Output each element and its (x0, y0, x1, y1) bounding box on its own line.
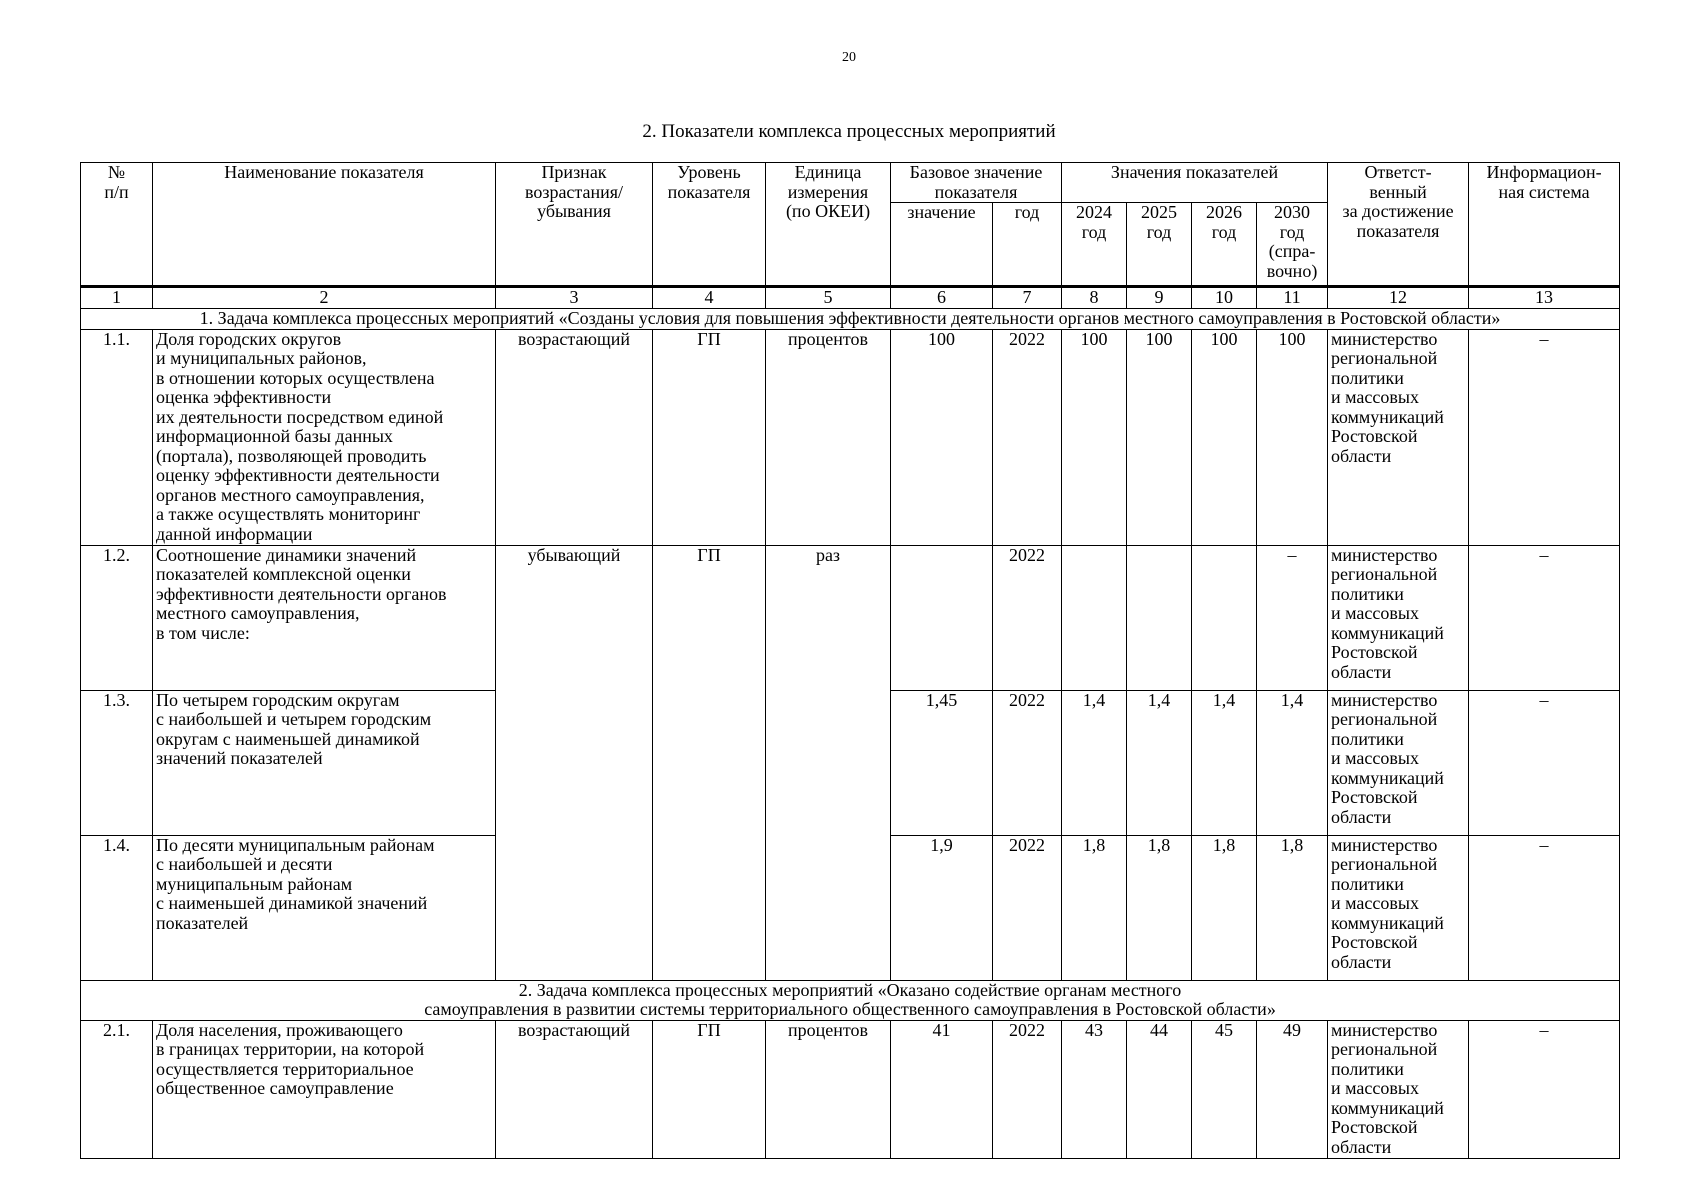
responsible: министерство региональной политики и массовых коммуникаций Ростовской области (1328, 329, 1469, 545)
task-row (81, 309, 1620, 330)
column-number: 7 (993, 287, 1062, 309)
value-2026: 45 (1192, 1020, 1257, 1158)
indicator-name: Доля населения, проживающего в границах территории, на которой осуществляется территориальное общественное самоуправление (153, 1020, 496, 1158)
base-value: 100 (891, 329, 993, 545)
indicator-level: ГП (653, 1020, 766, 1158)
base-value (891, 545, 993, 690)
task-2-title: 2. Задача комплекса процессных мероприятий «Оказано содействие органам местного самоуправления в развитии системы территориального общественного самоуправления в Ростовской области» (81, 980, 1620, 1020)
header-name: Наименование показателя (153, 163, 496, 287)
column-number: 2 (153, 287, 496, 309)
value-2025 (1127, 545, 1192, 690)
column-number: 1 (81, 287, 153, 309)
header-responsible: Ответст- венный за достижение показателя (1328, 163, 1469, 287)
base-value: 1,45 (891, 690, 993, 835)
responsible: министерство региональной политики и массовых коммуникаций Ростовской области (1328, 1020, 1469, 1158)
header-base-year: год (993, 203, 1062, 287)
value-2030: 49 (1257, 1020, 1328, 1158)
indicator-sign: возрастающий (496, 329, 653, 545)
column-number: 13 (1469, 287, 1620, 309)
responsible: министерство региональной политики и массовых коммуникаций Ростовской области (1328, 835, 1469, 980)
column-number: 12 (1328, 287, 1469, 309)
header-infosystem: Информацион- ная система (1469, 163, 1620, 287)
column-number: 8 (1062, 287, 1127, 309)
infosystem: – (1469, 835, 1620, 980)
header-values: Значения показателей (1062, 163, 1328, 203)
infosystem: – (1469, 1020, 1620, 1158)
table-row (81, 1020, 1620, 1158)
indicator-name: По десяти муниципальным районам с наибольшей и десяти муниципальным районам с наименьшей динамикой значений показателей (153, 835, 496, 980)
value-2030: 100 (1257, 329, 1328, 545)
value-2025: 100 (1127, 329, 1192, 545)
column-number: 11 (1257, 287, 1328, 309)
indicator-unit: раз (766, 545, 891, 980)
header-2025: 2025 год (1127, 203, 1192, 287)
value-2026: 1,8 (1192, 835, 1257, 980)
value-2024: 100 (1062, 329, 1127, 545)
infosystem: – (1469, 690, 1620, 835)
column-number: 6 (891, 287, 993, 309)
header-row-1 (81, 163, 1620, 203)
value-2026: 100 (1192, 329, 1257, 545)
base-year: 2022 (993, 1020, 1062, 1158)
base-year: 2022 (993, 329, 1062, 545)
column-number: 10 (1192, 287, 1257, 309)
column-number: 5 (766, 287, 891, 309)
base-year: 2022 (993, 835, 1062, 980)
value-2026: 1,4 (1192, 690, 1257, 835)
responsible: министерство региональной политики и массовых коммуникаций Ростовской области (1328, 690, 1469, 835)
table-row (81, 329, 1620, 545)
infosystem: – (1469, 545, 1620, 690)
value-2025: 44 (1127, 1020, 1192, 1158)
column-numbers-row (81, 287, 1620, 309)
header-base-value: значение (891, 203, 993, 287)
value-2024: 1,8 (1062, 835, 1127, 980)
header-2024: 2024 год (1062, 203, 1127, 287)
value-2030: – (1257, 545, 1328, 690)
header-unit: Единица измерения (по ОКЕИ) (766, 163, 891, 287)
indicator-sign: убывающий (496, 545, 653, 980)
column-number: 4 (653, 287, 766, 309)
indicator-sign: возрастающий (496, 1020, 653, 1158)
task-1-title: 1. Задача комплекса процессных мероприятий «Созданы условия для повышения эффективности деятельности органов местного самоуправления в Ростовской области» (81, 309, 1620, 330)
value-2030: 1,4 (1257, 690, 1328, 835)
task-row (81, 980, 1620, 1020)
row-number: 1.4. (81, 835, 153, 980)
row-number: 1.3. (81, 690, 153, 835)
indicator-name: Доля городских округов и муниципальных районов, в отношении которых осуществлена оценка эффективности их деятельности посредством единой информационной базы данных (портала), позволяющей проводить оценку эффективности деятельности органов местного самоуправления, а также осуществлять мониторинг данной информации (153, 329, 496, 545)
base-year: 2022 (993, 690, 1062, 835)
indicator-level: ГП (653, 329, 766, 545)
indicator-name: Соотношение динамики значений показателей комплексной оценки эффективности деятельности органов местного самоуправления, в том числе: (153, 545, 496, 690)
value-2024: 43 (1062, 1020, 1127, 1158)
header-2030: 2030 год (спра- вочно) (1257, 203, 1328, 287)
base-year: 2022 (993, 545, 1062, 690)
indicator-level: ГП (653, 545, 766, 980)
value-2026 (1192, 545, 1257, 690)
column-number: 3 (496, 287, 653, 309)
header-level: Уровень показателя (653, 163, 766, 287)
table-row (81, 545, 1620, 690)
header-base: Базовое значение показателя (891, 163, 1062, 203)
indicators-table (80, 162, 1620, 1159)
page-number: 20 (842, 50, 856, 65)
base-value: 1,9 (891, 835, 993, 980)
value-2024 (1062, 545, 1127, 690)
header-2026: 2026 год (1192, 203, 1257, 287)
column-number: 9 (1127, 287, 1192, 309)
base-value: 41 (891, 1020, 993, 1158)
value-2025: 1,4 (1127, 690, 1192, 835)
value-2024: 1,4 (1062, 690, 1127, 835)
header-sign: Признак возрастания/ убывания (496, 163, 653, 287)
row-number: 1.1. (81, 329, 153, 545)
header-num: № п/п (81, 163, 153, 287)
indicator-unit: процентов (766, 1020, 891, 1158)
indicator-name: По четырем городским округам с наибольшей и четырем городским округам с наименьшей динамикой значений показателей (153, 690, 496, 835)
indicator-unit: процентов (766, 329, 891, 545)
row-number: 2.1. (81, 1020, 153, 1158)
section-title: 2. Показатели комплекса процессных мероприятий (642, 121, 1056, 142)
row-number: 1.2. (81, 545, 153, 690)
infosystem: – (1469, 329, 1620, 545)
value-2025: 1,8 (1127, 835, 1192, 980)
value-2030: 1,8 (1257, 835, 1328, 980)
responsible: министерство региональной политики и массовых коммуникаций Ростовской области (1328, 545, 1469, 690)
